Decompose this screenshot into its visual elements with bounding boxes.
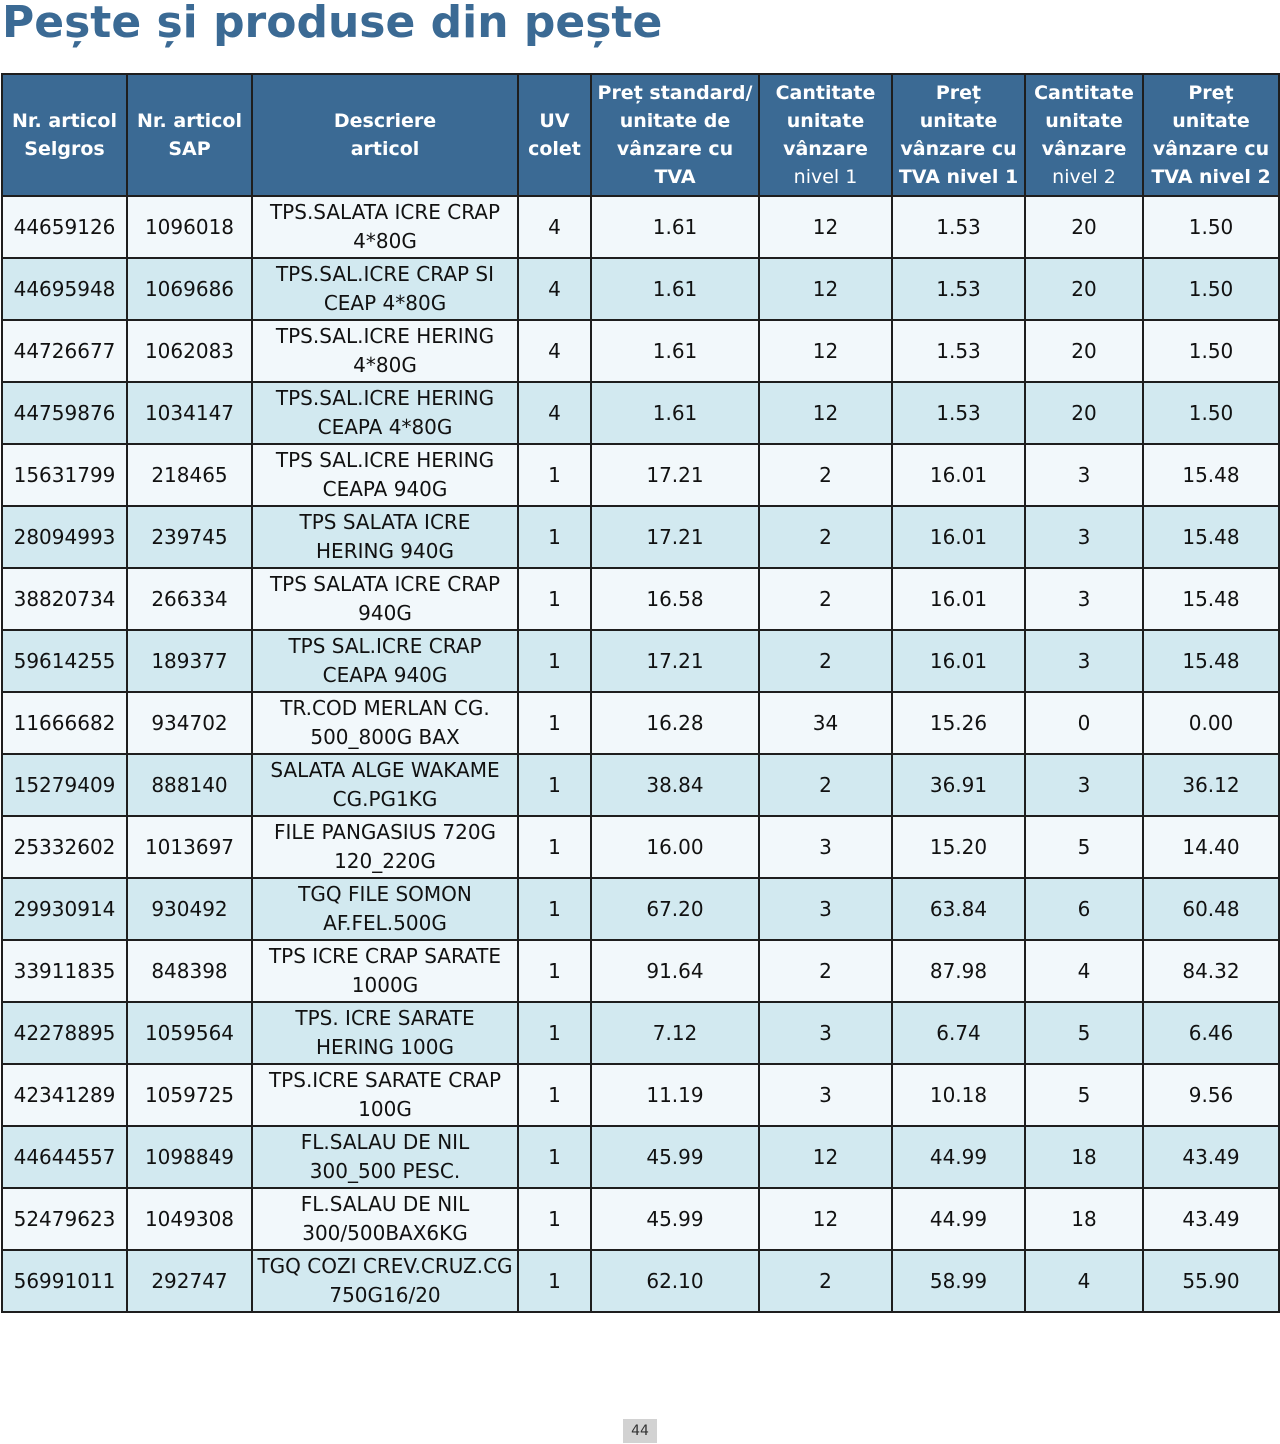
description-line: 500_800G BAX [310,725,460,749]
header-text: unitate [786,110,865,132]
cell-pret-nivel-1: 1.53 [892,320,1025,382]
cell-pret-standard: 91.64 [591,940,759,1002]
cell-cantitate-nivel-2: 4 [1025,940,1143,1002]
cell-pret-nivel-1: 1.53 [892,196,1025,258]
cell-descriere [252,878,518,940]
cell-uv-colet: 1 [518,1002,591,1064]
description-line: CEAPA 4*80G [317,415,453,439]
cell-uv-colet: 1 [518,692,591,754]
cell-cantitate-nivel-2: 20 [1025,196,1143,258]
cell-cantitate-nivel-1: 2 [759,1250,892,1312]
cell-cantitate-nivel-1: 12 [759,1126,892,1188]
cell-nr-selgros: 38820734 [2,568,127,630]
cell-cantitate-nivel-2: 3 [1025,506,1143,568]
description-line: TPS. ICRE SARATE [295,1006,475,1030]
cell-uv-colet: 1 [518,506,591,568]
description-line: FL.SALAU DE NIL [300,1130,470,1154]
cell-pret-standard: 1.61 [591,320,759,382]
description-line: TPS.SAL.ICRE CRAP SI [275,262,495,286]
header-text: colet [528,138,581,160]
cell-nr-sap: 1013697 [127,816,252,878]
description-line: FL.SALAU DE NIL [300,1192,470,1216]
cell-nr-sap: 888140 [127,754,252,816]
cell-pret-standard: 16.00 [591,816,759,878]
cell-uv-colet: 1 [518,1250,591,1312]
cell-descriere [252,382,518,444]
cell-pret-standard: 16.28 [591,692,759,754]
cell-pret-nivel-2: 15.48 [1143,506,1279,568]
cell-descriere [252,754,518,816]
cell-pret-nivel-1: 15.20 [892,816,1025,878]
header-text: Nr. articol [11,110,117,132]
cell-cantitate-nivel-1: 3 [759,878,892,940]
cell-pret-standard: 45.99 [591,1126,759,1188]
header-text: vânzare cu [1152,138,1270,160]
table-row [2,754,1279,816]
cell-pret-standard: 1.61 [591,258,759,320]
header-cantitate-nivel-1 [759,74,892,196]
description-line: TGQ FILE SOMON [298,882,472,906]
description-line: TPS.SALATA ICRE CRAP [269,200,501,224]
cell-pret-nivel-2: 55.90 [1143,1250,1279,1312]
cell-uv-colet: 4 [518,320,591,382]
page-number: 44 [623,1419,657,1443]
cell-uv-colet: 1 [518,630,591,692]
cell-pret-nivel-1: 16.01 [892,630,1025,692]
description-line: CEAPA 940G [322,477,448,501]
cell-pret-standard: 16.58 [591,568,759,630]
cell-nr-selgros: 42341289 [2,1064,127,1126]
cell-pret-nivel-2: 1.50 [1143,258,1279,320]
table-row [2,630,1279,692]
cell-nr-selgros: 44695948 [2,258,127,320]
cell-pret-nivel-1: 44.99 [892,1188,1025,1250]
cell-pret-nivel-2: 1.50 [1143,320,1279,382]
header-nr-sap [127,74,252,196]
description-line: TPS SALATA ICRE CRAP [269,572,501,596]
cell-pret-nivel-1: 1.53 [892,382,1025,444]
cell-pret-nivel-1: 58.99 [892,1250,1025,1312]
cell-nr-sap: 218465 [127,444,252,506]
cell-pret-nivel-1: 16.01 [892,444,1025,506]
header-text: UV [539,110,570,132]
description-line: CEAPA 940G [322,663,448,687]
cell-pret-standard: 62.10 [591,1250,759,1312]
cell-cantitate-nivel-1: 2 [759,506,892,568]
description-line: 750G16/20 [329,1283,441,1307]
description-line: HERING 940G [316,539,454,563]
cell-nr-sap: 189377 [127,630,252,692]
cell-cantitate-nivel-1: 2 [759,630,892,692]
table-row [2,258,1279,320]
cell-nr-sap: 266334 [127,568,252,630]
description-line: 300_500 PESC. [309,1159,461,1183]
header-text: Selgros [24,138,105,160]
cell-nr-selgros: 44659126 [2,196,127,258]
cell-cantitate-nivel-2: 20 [1025,320,1143,382]
cell-cantitate-nivel-2: 4 [1025,1250,1143,1312]
header-text-level: nivel 2 [1052,166,1116,188]
description-line: CEAP 4*80G [323,291,447,315]
description-line: 100G [358,1097,412,1121]
cell-descriere [252,568,518,630]
page-title: Pește și produse din pește [2,0,663,48]
description-line: HERING 100G [316,1035,454,1059]
cell-cantitate-nivel-1: 12 [759,1188,892,1250]
cell-pret-nivel-2: 15.48 [1143,444,1279,506]
table-row [2,1064,1279,1126]
cell-pret-standard: 11.19 [591,1064,759,1126]
cell-uv-colet: 4 [518,382,591,444]
cell-nr-selgros: 29930914 [2,878,127,940]
cell-cantitate-nivel-1: 3 [759,1002,892,1064]
cell-nr-sap: 1096018 [127,196,252,258]
header-text: TVA [654,166,696,188]
table-row [2,568,1279,630]
table-row [2,1250,1279,1312]
table-row [2,878,1279,940]
cell-descriere [252,196,518,258]
cell-cantitate-nivel-1: 12 [759,320,892,382]
cell-uv-colet: 1 [518,816,591,878]
cell-descriere [252,444,518,506]
description-line: TPS SALATA ICRE [299,510,471,534]
cell-pret-standard: 1.61 [591,196,759,258]
description-line: 940G [358,601,412,625]
cell-pret-nivel-1: 44.99 [892,1126,1025,1188]
cell-uv-colet: 1 [518,754,591,816]
cell-descriere [252,940,518,1002]
header-text: Cantitate [1034,82,1134,104]
header-text: unitate [919,110,998,132]
header-pret-nivel-1 [892,74,1025,196]
cell-pret-nivel-2: 14.40 [1143,816,1279,878]
cell-nr-selgros: 11666682 [2,692,127,754]
cell-descriere [252,258,518,320]
header-text: Nr. articol [136,110,242,132]
description-line: TPS.SAL.ICRE HERING [275,324,495,348]
cell-cantitate-nivel-1: 3 [759,816,892,878]
cell-nr-selgros: 42278895 [2,1002,127,1064]
cell-pret-nivel-2: 6.46 [1143,1002,1279,1064]
description-line: TR.COD MERLAN CG. [280,696,490,720]
cell-nr-selgros: 28094993 [2,506,127,568]
cell-pret-nivel-2: 60.48 [1143,878,1279,940]
description-line: 4*80G [353,229,417,253]
cell-pret-nivel-1: 63.84 [892,878,1025,940]
header-text: vânzare cu [900,138,1017,160]
table-row [2,1002,1279,1064]
cell-pret-nivel-2: 15.48 [1143,568,1279,630]
cell-nr-sap: 1059725 [127,1064,252,1126]
header-text: SAP [168,138,211,160]
table-row [2,816,1279,878]
cell-nr-selgros: 44726677 [2,320,127,382]
header-nr-selgros [2,74,127,196]
description-line: AF.FEL.500G [323,911,447,935]
header-text: unitate [1045,110,1123,132]
cell-cantitate-nivel-2: 0 [1025,692,1143,754]
table-row [2,196,1279,258]
description-line: 4*80G [353,353,417,377]
cell-pret-nivel-1: 15.26 [892,692,1025,754]
table-row [2,1126,1279,1188]
cell-uv-colet: 1 [518,568,591,630]
cell-cantitate-nivel-2: 18 [1025,1126,1143,1188]
cell-pret-nivel-2: 36.12 [1143,754,1279,816]
cell-nr-sap: 848398 [127,940,252,1002]
header-text: TVA nivel 2 [1151,166,1271,188]
table-body [2,196,1279,1312]
cell-pret-nivel-1: 16.01 [892,568,1025,630]
cell-nr-sap: 1059564 [127,1002,252,1064]
cell-uv-colet: 1 [518,1188,591,1250]
cell-nr-selgros: 15279409 [2,754,127,816]
cell-pret-standard: 17.21 [591,444,759,506]
cell-pret-nivel-1: 87.98 [892,940,1025,1002]
cell-nr-sap: 1069686 [127,258,252,320]
price-table [1,73,1280,1313]
header-text: Preț [935,82,982,104]
cell-pret-nivel-2: 84.32 [1143,940,1279,1002]
cell-nr-selgros: 44759876 [2,382,127,444]
description-line: 300/500BAX6KG [302,1221,468,1245]
cell-pret-standard: 17.21 [591,506,759,568]
cell-nr-sap: 1062083 [127,320,252,382]
cell-cantitate-nivel-1: 2 [759,444,892,506]
header-descriere [252,74,518,196]
header-pret-standard [591,74,759,196]
cell-cantitate-nivel-1: 2 [759,568,892,630]
cell-pret-nivel-1: 36.91 [892,754,1025,816]
cell-pret-nivel-2: 43.49 [1143,1126,1279,1188]
cell-cantitate-nivel-2: 3 [1025,444,1143,506]
cell-descriere [252,506,518,568]
header-pret-nivel-2 [1143,74,1279,196]
cell-uv-colet: 4 [518,196,591,258]
cell-pret-nivel-1: 1.53 [892,258,1025,320]
cell-nr-sap: 239745 [127,506,252,568]
cell-pret-nivel-2: 1.50 [1143,382,1279,444]
table-row [2,444,1279,506]
cell-descriere [252,320,518,382]
cell-uv-colet: 1 [518,940,591,1002]
cell-descriere [252,1002,518,1064]
cell-cantitate-nivel-1: 2 [759,754,892,816]
header-text: vânzare cu [616,138,734,160]
description-line: TPS SAL.ICRE HERING [275,448,495,472]
cell-nr-sap: 934702 [127,692,252,754]
cell-cantitate-nivel-2: 3 [1025,568,1143,630]
cell-pret-nivel-2: 43.49 [1143,1188,1279,1250]
header-text: Preț [1188,82,1234,104]
cell-cantitate-nivel-1: 3 [759,1064,892,1126]
header-text: articol [350,138,420,160]
cell-pret-nivel-1: 16.01 [892,506,1025,568]
cell-nr-selgros: 56991011 [2,1250,127,1312]
cell-cantitate-nivel-2: 20 [1025,258,1143,320]
cell-nr-selgros: 52479623 [2,1188,127,1250]
cell-pret-nivel-2: 9.56 [1143,1064,1279,1126]
header-cantitate-nivel-2 [1025,74,1143,196]
cell-descriere [252,1250,518,1312]
cell-cantitate-nivel-1: 12 [759,258,892,320]
cell-cantitate-nivel-2: 18 [1025,1188,1143,1250]
cell-pret-nivel-1: 10.18 [892,1064,1025,1126]
cell-pret-standard: 7.12 [591,1002,759,1064]
header-text: vânzare [783,138,868,160]
header-text: unitate de [619,110,731,132]
cell-cantitate-nivel-1: 12 [759,382,892,444]
cell-uv-colet: 1 [518,1064,591,1126]
table-row [2,506,1279,568]
cell-descriere [252,1126,518,1188]
table-header-row [2,74,1279,196]
cell-nr-sap: 930492 [127,878,252,940]
header-text: Descriere [333,110,437,132]
description-line: CG.PG1KG [332,787,438,811]
cell-cantitate-nivel-2: 5 [1025,816,1143,878]
cell-cantitate-nivel-2: 3 [1025,754,1143,816]
description-line: 1000G [351,973,419,997]
cell-nr-sap: 1098849 [127,1126,252,1188]
header-text: Cantitate [775,82,876,104]
cell-cantitate-nivel-2: 6 [1025,878,1143,940]
cell-cantitate-nivel-2: 3 [1025,630,1143,692]
description-line: SALATA ALGE WAKAME [270,758,500,782]
cell-uv-colet: 4 [518,258,591,320]
cell-nr-selgros: 59614255 [2,630,127,692]
cell-nr-sap: 1049308 [127,1188,252,1250]
cell-cantitate-nivel-2: 20 [1025,382,1143,444]
cell-nr-selgros: 44644557 [2,1126,127,1188]
cell-pret-standard: 67.20 [591,878,759,940]
cell-nr-selgros: 25332602 [2,816,127,878]
description-line: FILE PANGASIUS 720G [273,820,497,844]
table-row [2,940,1279,1002]
cell-pret-nivel-2: 1.50 [1143,196,1279,258]
cell-descriere [252,630,518,692]
header-text: Preț standard/ [597,82,753,104]
cell-uv-colet: 1 [518,444,591,506]
cell-pret-standard: 17.21 [591,630,759,692]
cell-pret-standard: 38.84 [591,754,759,816]
cell-descriere [252,1064,518,1126]
cell-pret-standard: 45.99 [591,1188,759,1250]
description-line: TPS.ICRE SARATE CRAP [268,1068,502,1092]
header-text: vânzare [1041,138,1127,160]
header-text: TVA nivel 1 [898,166,1019,188]
cell-nr-selgros: 15631799 [2,444,127,506]
cell-cantitate-nivel-2: 5 [1025,1002,1143,1064]
cell-nr-sap: 1034147 [127,382,252,444]
cell-cantitate-nivel-1: 34 [759,692,892,754]
table-row [2,692,1279,754]
table-row [2,382,1279,444]
cell-descriere [252,692,518,754]
cell-pret-nivel-1: 6.74 [892,1002,1025,1064]
description-line: TPS ICRE CRAP SARATE [268,944,502,968]
header-text: unitate [1172,110,1250,132]
cell-uv-colet: 1 [518,878,591,940]
cell-pret-nivel-2: 0.00 [1143,692,1279,754]
description-line: 120_220G [334,849,436,873]
table-row [2,1188,1279,1250]
cell-descriere [252,816,518,878]
description-line: TPS SAL.ICRE CRAP [288,634,482,658]
header-text-level: nivel 1 [793,166,858,188]
cell-uv-colet: 1 [518,1126,591,1188]
cell-nr-selgros: 33911835 [2,940,127,1002]
cell-cantitate-nivel-1: 12 [759,196,892,258]
cell-cantitate-nivel-1: 2 [759,940,892,1002]
header-uv-colet [518,74,591,196]
cell-cantitate-nivel-2: 5 [1025,1064,1143,1126]
description-line: TGQ COZI CREV.CRUZ.CG [257,1254,513,1278]
cell-pret-nivel-2: 15.48 [1143,630,1279,692]
cell-nr-sap: 292747 [127,1250,252,1312]
cell-descriere [252,1188,518,1250]
cell-pret-standard: 1.61 [591,382,759,444]
table-row [2,320,1279,382]
description-line: TPS.SAL.ICRE HERING [275,386,495,410]
